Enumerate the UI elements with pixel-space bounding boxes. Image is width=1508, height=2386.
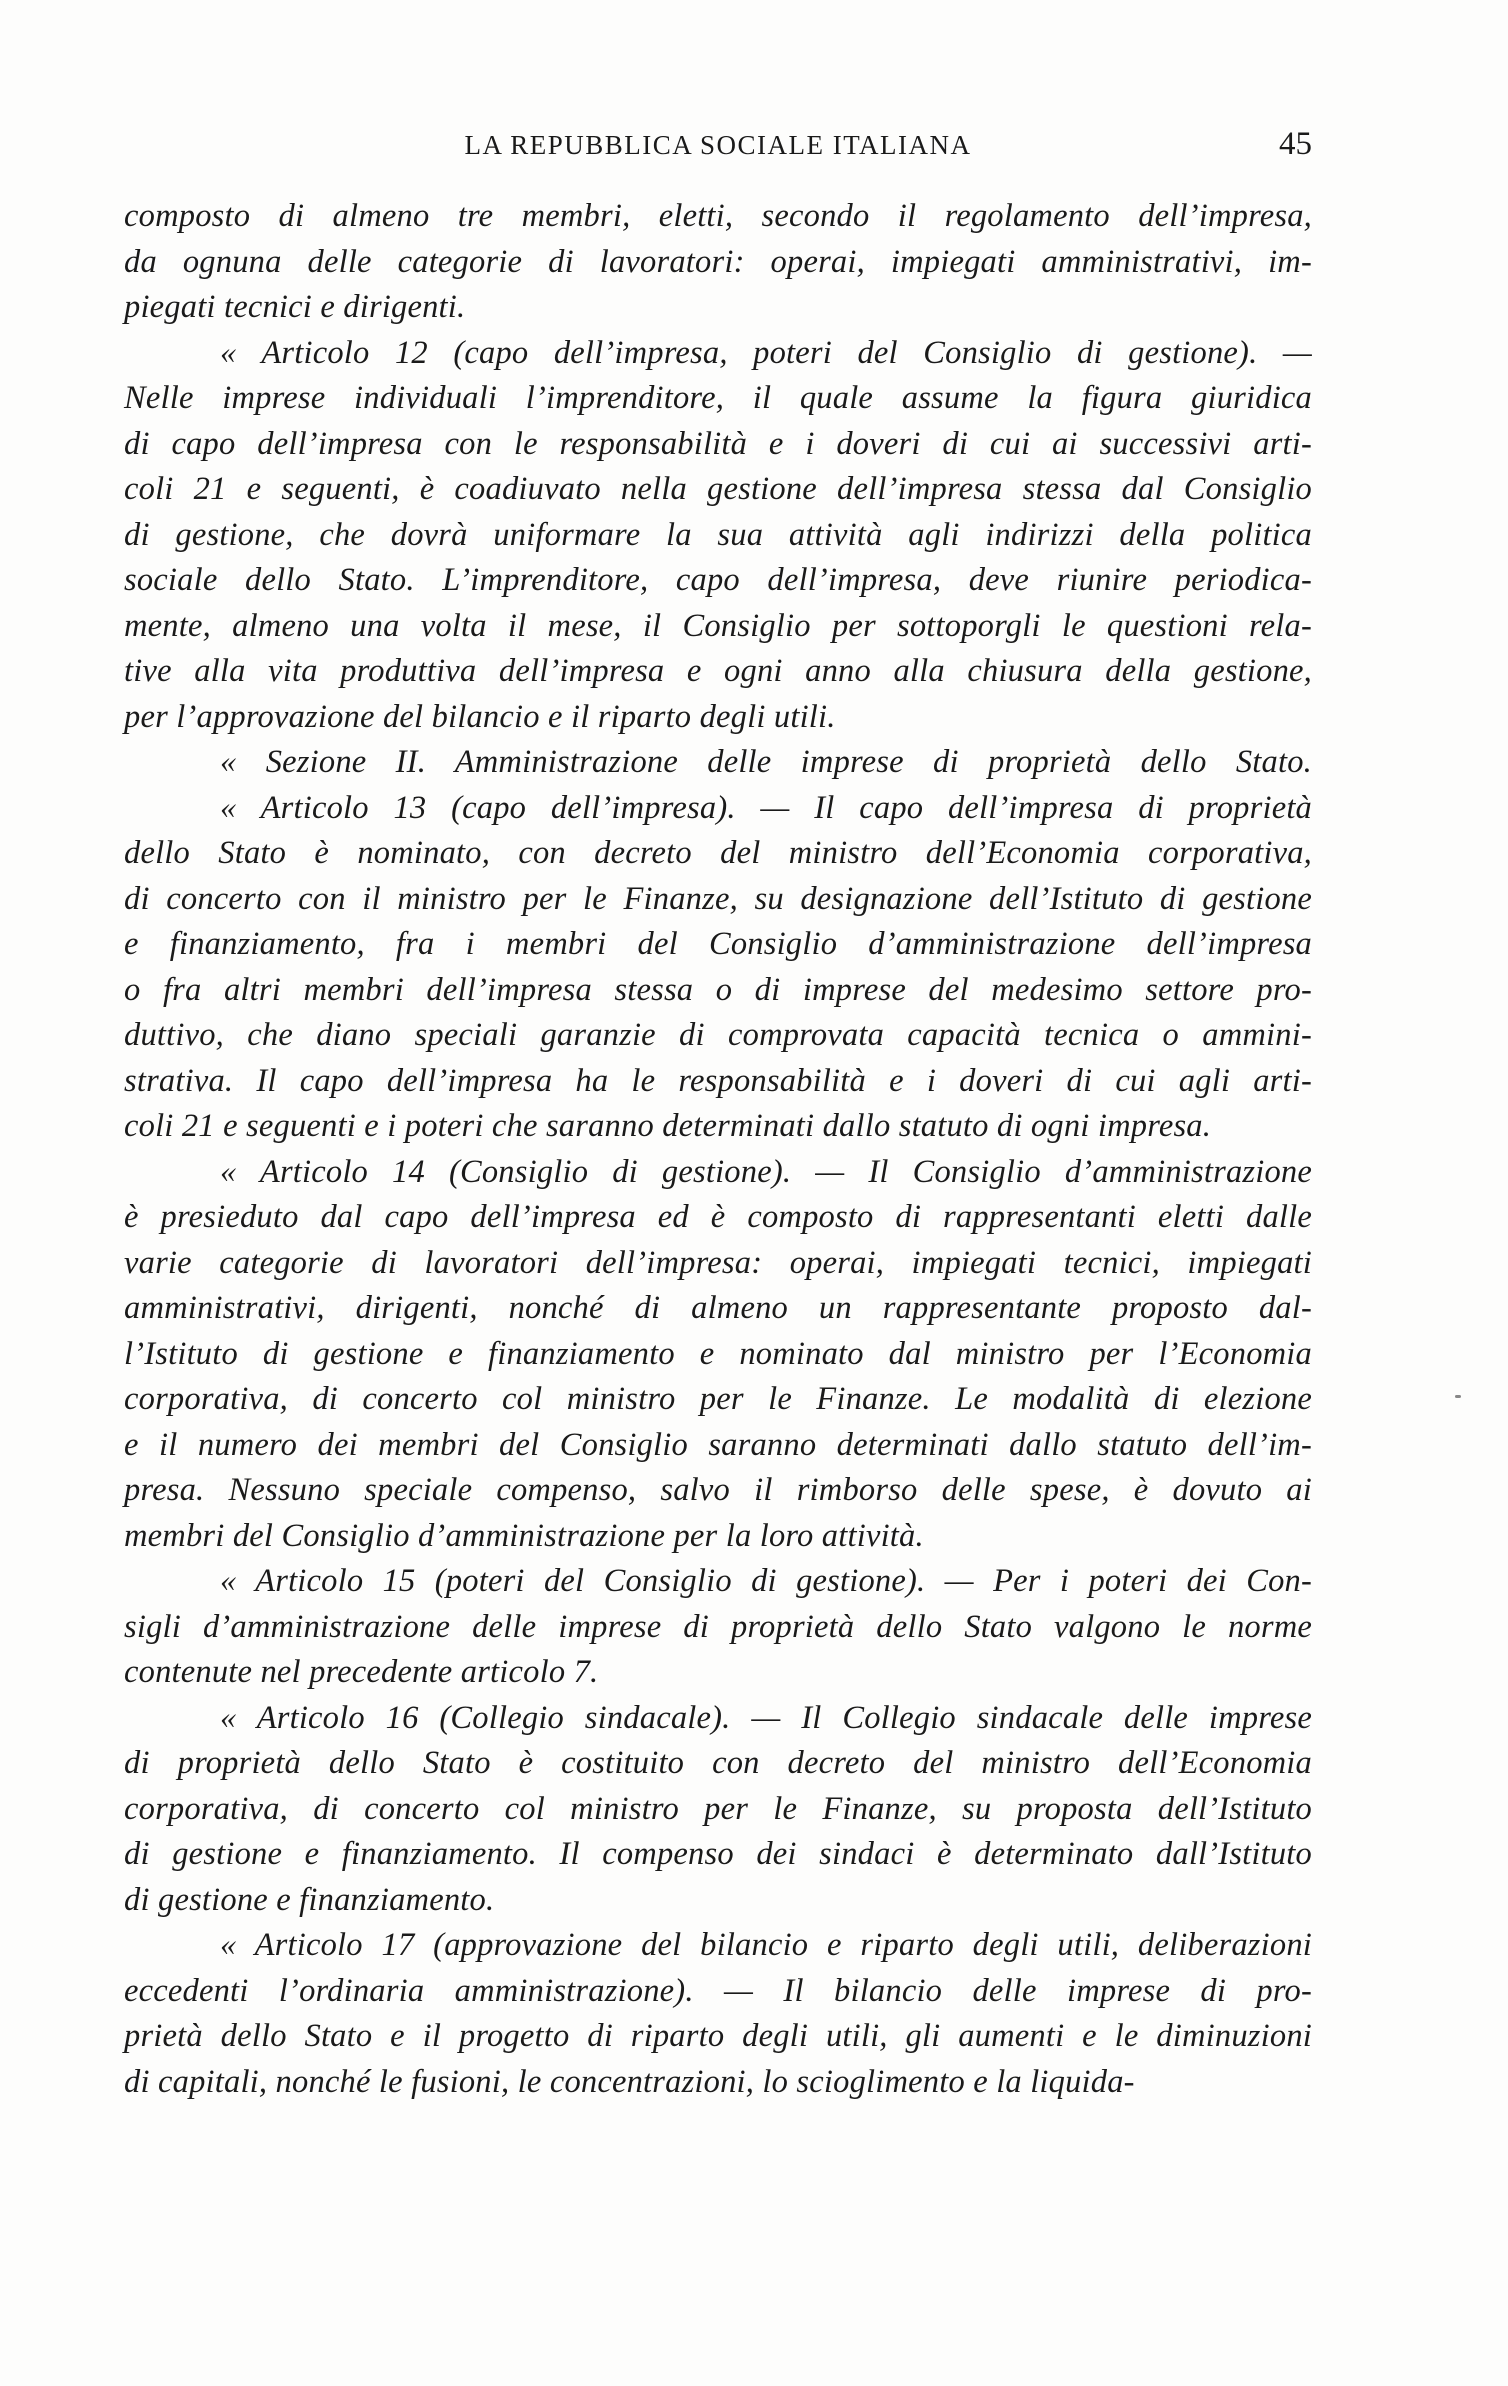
text-line: composto di almeno tre membri, eletti, secondo il regolamento dell’impresa, bbox=[124, 198, 1312, 234]
text-line: o fra altri membri dell’impresa stessa o di imprese del medesimo settore pro- bbox=[124, 971, 1312, 1008]
text-line: sigli d’amministrazione delle imprese di proprietà dello Stato valgono le norme bbox=[124, 1608, 1312, 1645]
text-line: l’Istituto di gestione e finanziamento e nominato dal ministro per l’Economia bbox=[124, 1335, 1312, 1372]
text-line: prietà dello Stato e il progetto di riparto degli utili, gli aumenti e le diminuzioni bbox=[124, 2018, 1312, 2054]
text-line: e il numero dei membri del Consiglio saranno determinati dallo statuto dell’im- bbox=[124, 1426, 1312, 1463]
text-line: coli 21 e seguenti, è coadiuvato nella gestione dell’impresa stessa dal Consiglio bbox=[124, 471, 1312, 507]
text-line: di concerto con il ministro per le Finanze, su designazione dell’Istituto di gestione bbox=[124, 880, 1312, 917]
text-line: mente, almeno una volta il mese, il Consiglio per sottoporgli le questioni rela- bbox=[124, 607, 1312, 644]
running-head: LA REPUBBLICA SOCIALE ITALIANA bbox=[464, 130, 972, 160]
text-line: presa. Nessuno speciale compenso, salvo il rimborso delle spese, è dovuto ai bbox=[124, 1472, 1312, 1508]
text-line: « Articolo 13 (capo dell’impresa). — Il capo dell’impresa di proprietà bbox=[220, 789, 1312, 826]
margin-speck bbox=[1455, 1395, 1461, 1398]
text-line: di gestione, che dovrà uniformare la sua attività agli indirizzi della politica bbox=[124, 516, 1312, 553]
text-line: eccedenti l’ordinaria amministrazione). — Il bilancio delle imprese di pro- bbox=[124, 1972, 1312, 2009]
text-line: corporativa, di concerto col ministro per le Finanze, su proposta dell’Istituto bbox=[124, 1790, 1312, 1827]
page-header bbox=[124, 126, 1312, 176]
text-line: piegati tecnici e dirigenti. bbox=[124, 289, 466, 325]
text-line: « Articolo 12 (capo dell’impresa, poteri del Consiglio di gestione). — bbox=[220, 334, 1312, 371]
text-line: « Articolo 14 (Consiglio di gestione). — Il Consiglio d’amministrazione bbox=[220, 1153, 1312, 1190]
text-line: amministrativi, dirigenti, nonché di almeno un rappresentante proposto dal- bbox=[124, 1290, 1312, 1326]
text-line: « Articolo 16 (Collegio sindacale). — Il Collegio sindacale delle imprese bbox=[220, 1699, 1312, 1736]
text-line: di gestione e finanziamento. bbox=[124, 1881, 495, 1918]
body-text bbox=[124, 194, 1312, 2105]
text-line: di capitali, nonché le fusioni, le concentrazioni, lo scioglimento e la liquida- bbox=[124, 2063, 1135, 2100]
page-number: 45 bbox=[1279, 126, 1312, 162]
text-line: di capo dell’impresa con le responsabilità e i doveri di cui ai successivi arti- bbox=[124, 425, 1312, 462]
text-line: duttivo, che diano speciali garanzie di comprovata capacità tecnica o ammini- bbox=[124, 1017, 1312, 1053]
text-line: membri del Consiglio d’amministrazione per la loro attività. bbox=[124, 1517, 924, 1554]
text-line: di proprietà dello Stato è costituito con decreto del ministro dell’Economia bbox=[124, 1745, 1312, 1781]
text-line: di gestione e finanziamento. Il compenso dei sindaci è determinato dall’Istituto bbox=[124, 1836, 1312, 1872]
text-line: « Articolo 15 (poteri del Consiglio di gestione). — Per i poteri dei Con- bbox=[220, 1563, 1312, 1599]
text-line: dello Stato è nominato, con decreto del ministro dell’Economia corporativa, bbox=[124, 835, 1312, 871]
text-line: contenute nel precedente articolo 7. bbox=[124, 1654, 599, 1690]
text-line: e finanziamento, fra i membri del Consiglio d’amministrazione dell’impresa bbox=[124, 926, 1312, 962]
text-line: è presieduto dal capo dell’impresa ed è composto di rappresentanti eletti dalle bbox=[124, 1199, 1312, 1235]
text-line: sociale dello Stato. L’imprenditore, capo dell’impresa, deve riunire periodica- bbox=[124, 562, 1312, 598]
text-line: « Articolo 17 (approvazione del bilancio e riparto degli utili, deliberazioni bbox=[220, 1927, 1312, 1963]
text-line: « Sezione II. Amministrazione delle imprese di proprietà dello Stato. bbox=[220, 744, 1312, 780]
text-line: strativa. Il capo dell’impresa ha le responsabilità e i doveri di cui agli arti- bbox=[124, 1062, 1312, 1099]
text-line: per l’approvazione del bilancio e il riparto degli utili. bbox=[124, 698, 836, 735]
text-line: tive alla vita produttiva dell’impresa e ogni anno alla chiusura della gestione, bbox=[124, 653, 1312, 689]
text-line: da ognuna delle categorie di lavoratori: operai, impiegati amministrativi, im- bbox=[124, 243, 1312, 280]
text-line: coli 21 e seguenti e i poteri che saranno determinati dallo statuto di ogni impresa. bbox=[124, 1108, 1212, 1144]
text-line: varie categorie di lavoratori dell’impresa: operai, impiegati tecnici, impiegati bbox=[124, 1244, 1312, 1281]
text-line: corporativa, di concerto col ministro per le Finanze. Le modalità di elezione bbox=[124, 1381, 1312, 1417]
text-line: Nelle imprese individuali l’imprenditore, il quale assume la figura giuridica bbox=[124, 380, 1312, 416]
